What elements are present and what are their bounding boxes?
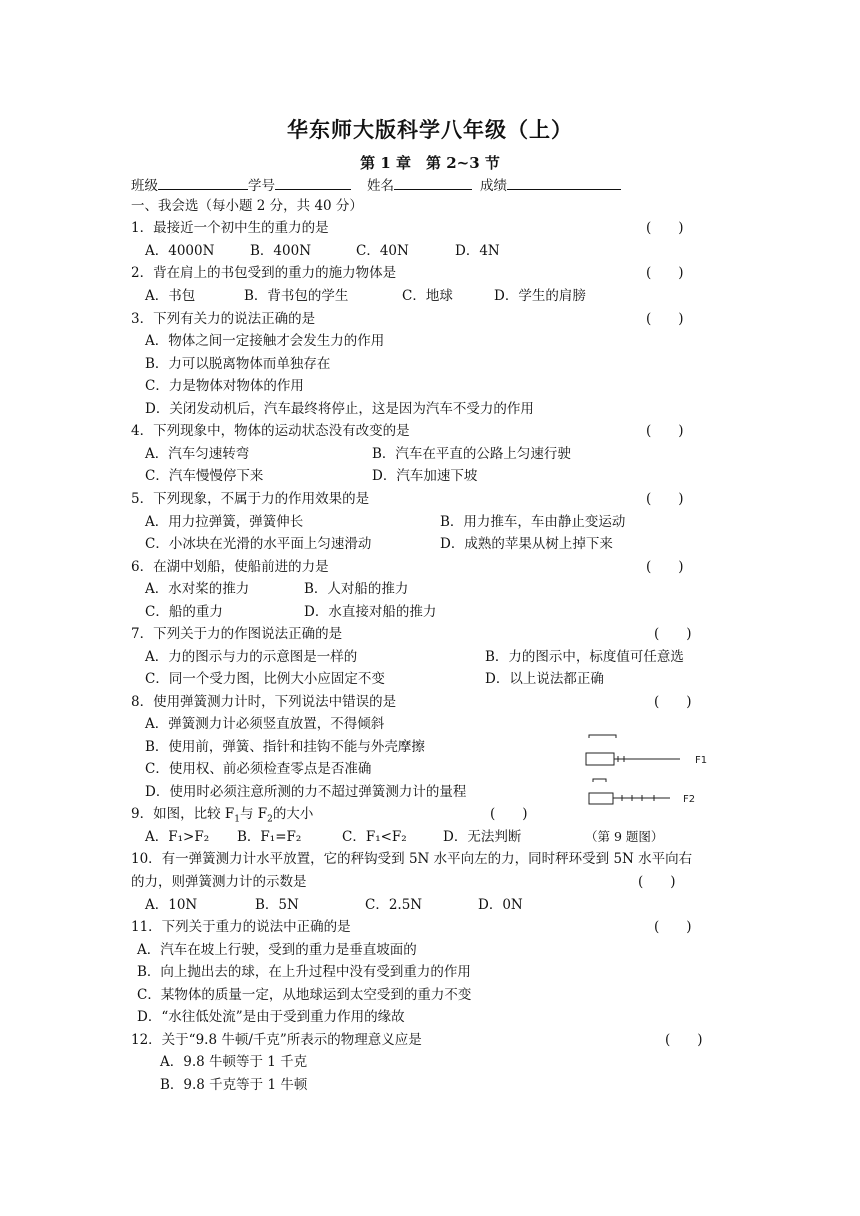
q8-option-a: A．弹簧测力计必须竖直放置，不得倾斜 [145, 716, 385, 732]
q9-option-c: C．F₁<F₂ [342, 829, 407, 845]
q4-option-d: D．汽车加速下坡 [372, 468, 478, 484]
q10-answer-paren[interactable]: ( ) [638, 874, 676, 890]
score-blank[interactable] [507, 175, 621, 190]
q10-stem-line2: 的力，则弹簧测力计的示数是 [131, 874, 307, 890]
q2-option-a: A．书包 [145, 288, 196, 304]
q4-option-b: B．汽车在平直的公路上匀速行驶 [372, 446, 571, 462]
id-blank[interactable] [275, 175, 351, 190]
q6-option-a: A．水对桨的推力 [145, 581, 250, 597]
q11-option-c: C．某物体的质量一定，从地球运到太空受到的重力不变 [137, 987, 472, 1003]
q4-answer-paren[interactable]: ( ) [646, 423, 684, 439]
q10-option-b: B．5N [255, 897, 299, 913]
chapter-subtitle: 第 1 章 第 2~3 节 [360, 154, 500, 172]
q9-stem: 9．如图，比较 $F_1$与 $F_2$的大小 [131, 806, 314, 825]
q5-option-b: B．用力推车，车由静止变运动 [440, 514, 626, 530]
q5-option-c: C．小冰块在光滑的水平面上匀速滑动 [145, 536, 372, 552]
q8-stem: 8．使用弹簧测力计时，下列说法中错误的是 [131, 694, 397, 710]
q5-option-d: D．成熟的苹果从树上掉下来 [440, 536, 613, 552]
q9-answer-paren[interactable]: ( ) [490, 806, 528, 822]
q1-stem: 1．最接近一个初中生的重力的是 [131, 220, 329, 236]
q2-option-c: C．地球 [402, 288, 453, 304]
spring-scale-2 [589, 779, 670, 804]
q7-stem: 7．下列关于力的作图说法正确的是 [131, 626, 343, 642]
q9-figure-caption: （第 9 题图） [585, 829, 664, 844]
q3-option-c: C．力是物体对物体的作用 [145, 378, 304, 394]
q5-stem: 5．下列现象，不属于力的作用效果的是 [131, 491, 370, 507]
q2-option-b: B．背书包的学生 [244, 288, 349, 304]
q9-option-d: D．无法判断 [443, 829, 522, 845]
q11-stem: 11．下列关于重力的说法中正确的是 [131, 919, 351, 935]
id-label: 学号 [248, 178, 275, 194]
q11-option-b: B．向上抛出去的球，在上升过程中没有受到重力的作用 [137, 964, 471, 980]
q6-stem: 6．在湖中划船，使船前进的力是 [131, 559, 329, 575]
section-heading: 一、我会选（每小题 2 分，共 40 分） [131, 198, 363, 214]
q12-option-b: B．9.8 千克等于 1 牛顿 [160, 1077, 308, 1093]
q8-option-d: D．使用时必须注意所测的力不超过弹簧测力计的量程 [145, 784, 467, 800]
q5-answer-paren[interactable]: ( ) [646, 491, 684, 507]
q7-option-a: A．力的图示与力的示意图是一样的 [145, 649, 358, 665]
q9-option-b: B．F₁=F₂ [237, 829, 302, 845]
q7-answer-paren[interactable]: ( ) [654, 626, 692, 642]
q9-option-a: A．F₁>F₂ [145, 829, 210, 845]
q6-answer-paren[interactable]: ( ) [646, 559, 684, 575]
q10-stem-line1: 10．有一弹簧测力计水平放置，它的秤钩受到 5N 水平向左的力，同时秤环受到 5N 水平向右 [131, 851, 693, 867]
student-info-line [131, 175, 621, 195]
q7-option-c: C．同一个受力图，比例大小应固定不变 [145, 671, 385, 687]
q6-option-c: C．船的重力 [145, 604, 223, 620]
q2-stem: 2．背在肩上的书包受到的重力的施力物体是 [131, 265, 397, 281]
f2-label: F2 [683, 794, 696, 805]
q2-answer-paren[interactable]: ( ) [646, 265, 684, 281]
q1-option-d: D．4N [455, 243, 500, 259]
f1-label: F1 [695, 755, 708, 766]
q8-option-c: C．使用权、前必须检查零点是否准确 [145, 761, 372, 777]
q8-option-b: B．使用前，弹簧、指针和挂钩不能与外壳摩擦 [145, 739, 425, 755]
q6-option-b: B．人对船的推力 [304, 581, 409, 597]
q3-answer-paren[interactable]: ( ) [646, 311, 684, 327]
page-title: 华东师大版科学八年级（上） [287, 117, 573, 142]
q3-option-b: B．力可以脱离物体而单独存在 [145, 356, 331, 372]
spring-scale-figure [582, 734, 722, 808]
q1-option-a: A．4000N [145, 243, 215, 259]
q5-option-a: A．用力拉弹簧，弹簧伸长 [145, 514, 304, 530]
q11-answer-paren[interactable]: ( ) [654, 919, 692, 935]
q12-answer-paren[interactable]: ( ) [665, 1032, 703, 1048]
q1-answer-paren[interactable]: ( ) [646, 220, 684, 236]
q2-option-d: D．学生的肩膀 [494, 288, 586, 304]
q12-stem: 12．关于“9.8 牛顿/千克”所表示的物理意义应是 [131, 1032, 422, 1048]
q4-option-c: C．汽车慢慢停下来 [145, 468, 264, 484]
q1-option-b: B．400N [250, 243, 312, 259]
class-blank[interactable] [158, 175, 248, 190]
q11-option-a: A．汽车在坡上行驶，受到的重力是垂直坡面的 [137, 942, 417, 958]
q12-option-a: A．9.8 牛顿等于 1 千克 [160, 1054, 308, 1070]
q10-option-a: A．10N [145, 897, 198, 913]
spring-scale-1 [586, 735, 680, 765]
name-blank[interactable] [394, 175, 472, 190]
q4-stem: 4．下列现象中，物体的运动状态没有改变的是 [131, 423, 410, 439]
q7-option-d: D．以上说法都正确 [485, 671, 604, 687]
class-label: 班级 [131, 178, 158, 194]
q3-option-d: D．关闭发动机后，汽车最终将停止，这是因为汽车不受力的作用 [145, 401, 534, 417]
q7-option-b: B．力的图示中，标度值可任意选 [485, 649, 684, 665]
q9-stem-part3: 的大小 [272, 806, 314, 822]
q11-option-d: D．“水往低处流”是由于受到重力作用的缘故 [137, 1009, 405, 1025]
name-label: 姓名 [367, 178, 394, 194]
q3-stem: 3．下列有关力的说法正确的是 [131, 311, 316, 327]
q9-stem-part1: 9．如图，比较 F [131, 806, 235, 822]
q10-option-c: C．2.5N [365, 897, 423, 913]
score-label: 成绩 [480, 178, 507, 194]
q6-option-d: D．水直接对船的推力 [304, 604, 437, 620]
q10-option-d: D．0N [478, 897, 523, 913]
q8-answer-paren[interactable]: ( ) [654, 694, 692, 710]
q9-stem-part2: 与 F [239, 806, 268, 822]
q1-option-c: C．40N [356, 243, 409, 259]
q3-option-a: A．物体之间一定接触才会发生力的作用 [145, 333, 385, 349]
q4-option-a: A．汽车匀速转弯 [145, 446, 250, 462]
